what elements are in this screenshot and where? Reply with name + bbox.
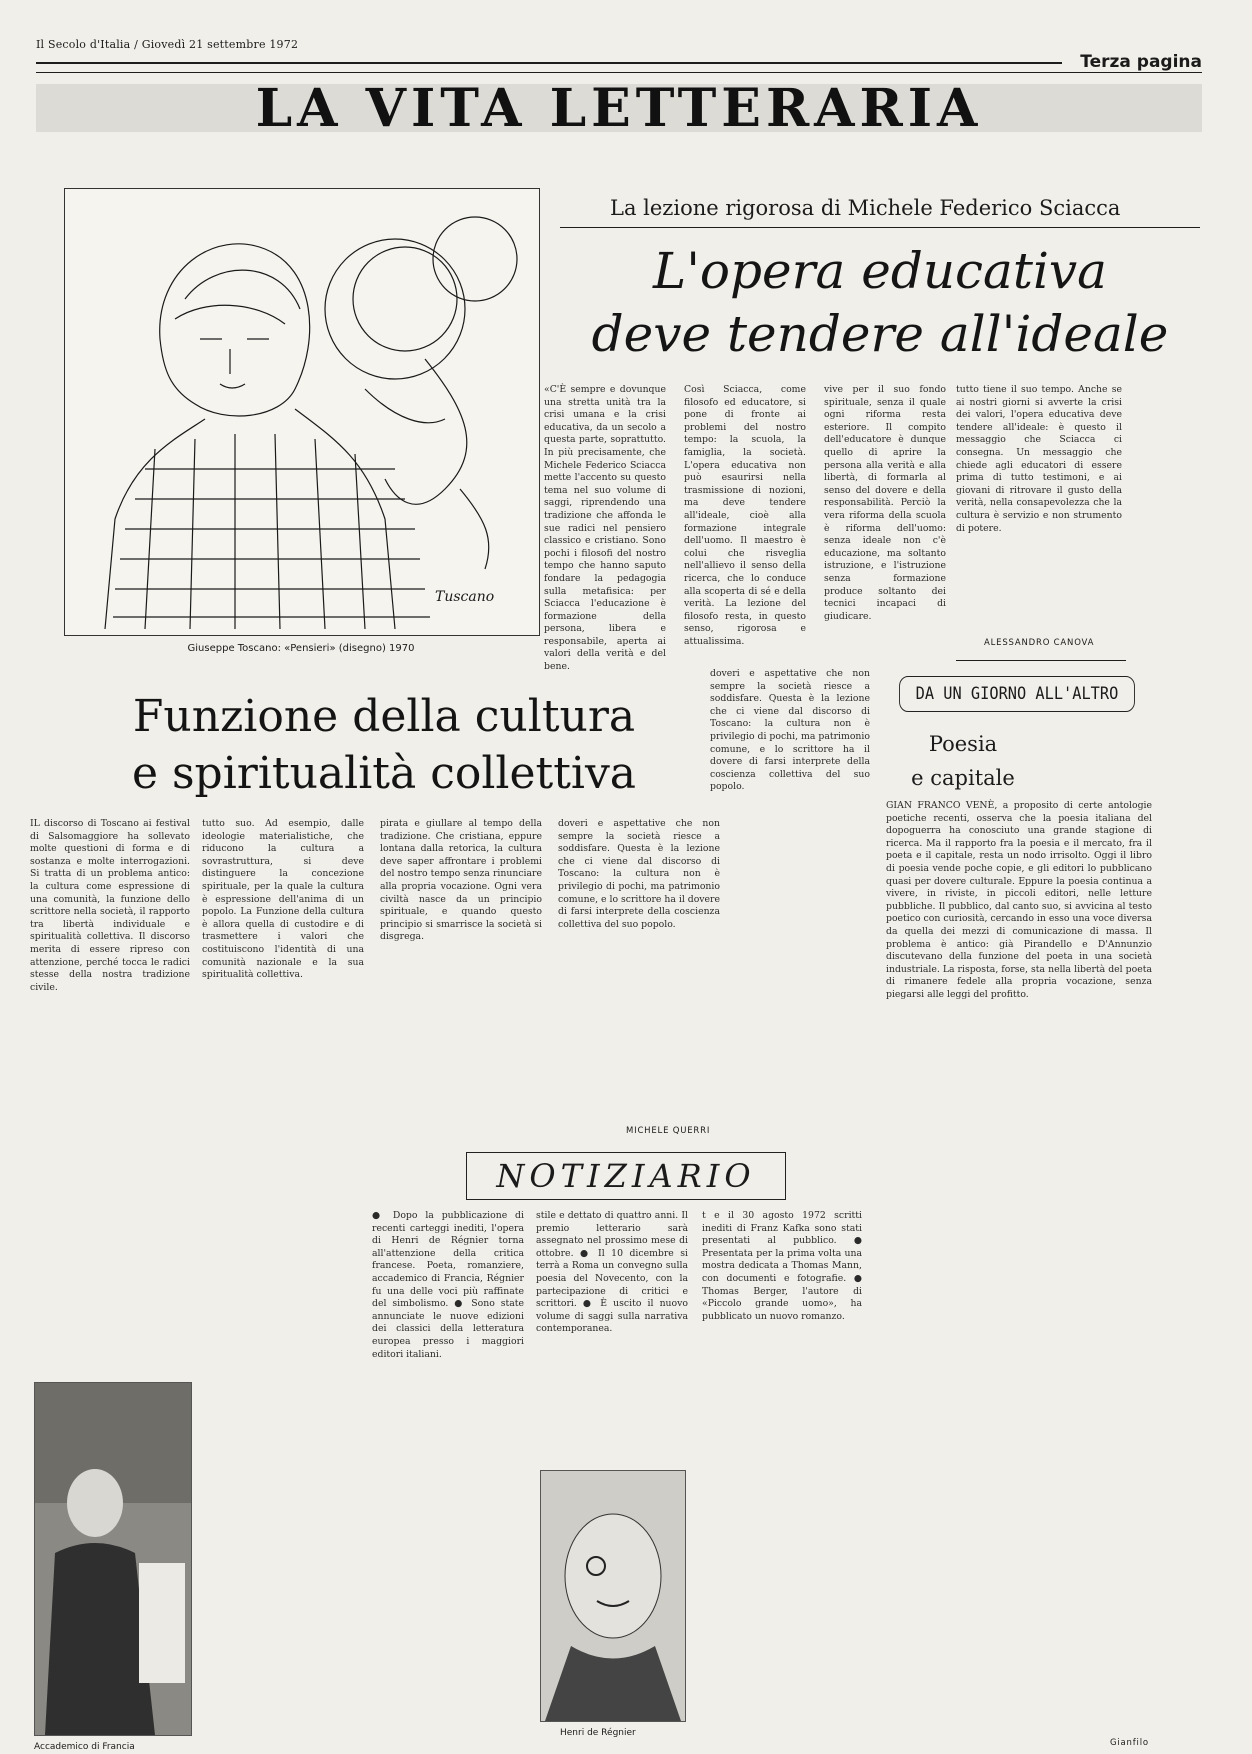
regnier-caption: Henri de Régnier <box>560 1728 636 1738</box>
second-headline-line1: Funzione della cultura <box>132 691 636 742</box>
header-rule-thin <box>36 72 1202 73</box>
illustration-caption: Giuseppe Toscano: «Pensieri» (disegno) 1970 <box>187 643 415 654</box>
portrait-sketch <box>65 189 539 635</box>
notiziario-title: NOTIZIARIO <box>466 1152 786 1200</box>
artist-signature: Tuscano <box>435 589 495 605</box>
notiziario-col-3: t e il 30 agosto 1972 scritti inediti di Franz Kafka sono stati presentati al pubblico. ● Presentata per la prima volta una mostra dedicata a Thomas Mann, con documenti e fotografie. ● Thomas Berger, l'autore di «Piccolo grande uomo», ha pubblicato un nuovo romanzo. <box>702 1210 862 1322</box>
portrait-photo-icon <box>541 1471 685 1721</box>
illustration <box>64 188 540 636</box>
second-headline <box>84 688 684 802</box>
second-col-4: doveri e aspettative che non sempre la società riesce a soddisfare. Questa è la lezione che ci viene dal discorso di Toscano: la cultura non è privilegio di pochi, ma patrimonio comune, e lo scrittore ha il dovere di farsi interprete della coscienza collettiva del suo popolo. <box>558 818 720 930</box>
lead-headline <box>560 240 1200 366</box>
lead-headline-line2: deve tendere all'ideale <box>591 305 1169 363</box>
regnier-photo <box>540 1470 686 1722</box>
notiziario-col-2: stile e dettato di quattro anni. Il premio letterario sarà assegnato nel prossimo mese di ottobre. ● Il 10 dicembre si terrà a Roma un convegno sulla poesia del Novecento, con la partecipazione di critici e scrittori. ● È uscito il nuovo volume di saggi sulla narrativa contemporanea. <box>536 1210 688 1335</box>
second-col-3: pirata e giullare al tempo della tradizione. Che cristiana, eppure lontana dalla retorica, la cultura deve saper affrontare i problemi del nostro tempo senza rinunciare alla propria vocazione. Ogni vera civiltà nasce da un principio spirituale, e quando questo principio si smarrisce la società si disgrega. <box>380 818 542 943</box>
lead-author: ALESSANDRO CANOVA <box>984 638 1095 648</box>
second-headline-line2: e spiritualità collettiva <box>131 748 637 799</box>
lead-col-1: «C'È sempre e dovunque una stretta unità tra la crisi umana e la crisi educativa, da un secolo a questa parte, soprattutto. In più precisamente, che Michele Federico Sciacca mette l'accento su questo tema nel suo volume di saggi, riprendendo una tradizione che affonda le sue radici nel pensiero classico e cristiano. Sono pochi i filosofi del nostro tempo che hanno saputo fondare la pedagogia sulla metafisica: per Sciacca l'educazione è formazione della persona, libera e responsabile, aperta ai valori della verità e del bene. <box>544 384 666 673</box>
lead-col-3: vive per il suo fondo spirituale, senza il quale ogni riforma resta esteriore. Il compito dell'educatore è dunque quello di aprire la persona alla verità e alla libertà, di formarla al senso del dovere e della responsabilità. Perciò la vera riforma della scuola è riforma dell'uomo: senza ideale non c'è educazione, ma soltanto istruzione, e l'istruzione senza formazione produce soltanto dei tecnici incapaci di giudicare. <box>824 384 946 622</box>
bottom-photo <box>34 1382 192 1736</box>
sidebar-title <box>900 727 1026 795</box>
sidebar-title-line1: Poesia <box>928 732 998 756</box>
lead-headline-line1: L'opera educativa <box>652 242 1107 300</box>
lead-end-rule <box>956 660 1126 661</box>
running-head: Il Secolo d'Italia / Giovedì 21 settembre 1972 <box>36 38 299 51</box>
section-label: Terza pagina <box>1080 52 1202 72</box>
second-author: MICHELE QUERRI <box>626 1126 711 1136</box>
second-col-5: doveri e aspettative che non sempre la società riesce a soddisfare. Questa è la lezione che ci viene dal discorso di Toscano: la cultura non è privilegio di pochi, ma patrimonio comune, e lo scrittore ha il dovere di farsi interprete della coscienza collettiva del suo popolo. <box>710 668 870 793</box>
header-rule <box>36 62 1062 64</box>
notiziario-col-1: ● Dopo la pubblicazione di recenti carteggi inediti, l'opera di Henri de Régnier torna all'attenzione della critica francese. Poeta, romanziere, accademico di Francia, Régnier fu una delle voci più raffinate del simbolismo. ● Sono state annunciate le nuove edizioni dei classici della letteratura europea presso i maggiori editori italiani. <box>372 1210 524 1360</box>
sidebar-author: Gianfilo <box>1110 1738 1149 1748</box>
masthead: LA VITA LETTERARIA <box>36 84 1202 132</box>
kicker-rule <box>560 227 1200 228</box>
sidebar-text: GIAN FRANCO VENÈ, a proposito di certe antologie poetiche recenti, osserva che la poesia italiana del dopoguerra ha conosciuto una grande stagione di ricerca. Ma il rapporto fra la poesia e il mercato, fra il poeta e il capitale, resta un nodo irrisolto. Oggi il libro di poesia vende poche copie, e gli editori lo pubblicano quasi per dovere culturale. Eppure la poesia continua a vivere, in riviste, in piccoli editori, nelle letture pubbliche. Il pubblico, dal canto suo, si avvicina al testo poetico con curiosità, cercando in esso una voce diversa da quella dei mezzi di comunicazione di massa. Il problema è antico: già Pirandello e D'Annunzio discutevano della funzione del poeta in una società industriale. La risposta, forse, sta nella libertà del poeta di rimanere fedele alla propria vocazione, senza piegarsi alle leggi del profitto. <box>886 800 1152 1000</box>
lead-col-2: Così Sciacca, come filosofo ed educatore, si pone di fronte ai problemi del nostro tempo: la scuola, la famiglia, la società. L'opera educativa non può esaurirsi nella trasmissione di nozioni, ma deve tendere all'ideale, cioè alla formazione integrale dell'uomo. Il maestro è colui che risveglia nell'allievo il senso della ricerca, che lo conduce alla scoperta di sé e della verità. La lezione del filosofo resta, in questo senso, rigorosa e attualissima. <box>684 384 806 647</box>
second-col-2: tutto suo. Ad esempio, dalle ideologie materialistiche, che riducono la cultura a sovrastruttura, si deve distinguere la concezione spirituale, per la quale la cultura è espressione dell'anima di un popolo. La Funzione della cultura è allora quella di custodire e di trasmettere i valori che costituiscono l'identità di una comunità nazionale e la sua spiritualità collettiva. <box>202 818 364 981</box>
second-col-1: IL discorso di Toscano ai festival di Salsomaggiore ha sollevato molte questioni di forma e di sostanza e molte interrogazioni. Si tratta di un problema antico: la cultura come espressione di una comunità, la funzione dello scrittore nella società, il rapporto tra libertà individuale e spiritualità collettiva. Il discorso merita di essere ripreso con attenzione, perché tocca le radici stesse della nostra tradizione civile. <box>30 818 190 993</box>
group-photo-icon <box>35 1383 191 1735</box>
bottom-photo-caption: Accademico di Francia <box>34 1742 135 1752</box>
lead-col-4: tutto tiene il suo tempo. Anche se ai nostri giorni si avverte la crisi dei valori, l'opera educativa deve tendere all'ideale: è questo il messaggio che Sciacca ci consegna. Un messaggio che chiede agli educatori di essere prima di tutto testimoni, e ai giovani di ritrovare il gusto della verità, nella consapevolezza che la cultura è servizio e non strumento di potere. <box>956 384 1122 534</box>
lead-kicker: La lezione rigorosa di Michele Federico Sciacca <box>610 196 1121 220</box>
sidebar-rubric: DA UN GIORNO ALL'ALTRO <box>899 676 1135 712</box>
sidebar-title-line2: e capitale <box>911 766 1015 790</box>
